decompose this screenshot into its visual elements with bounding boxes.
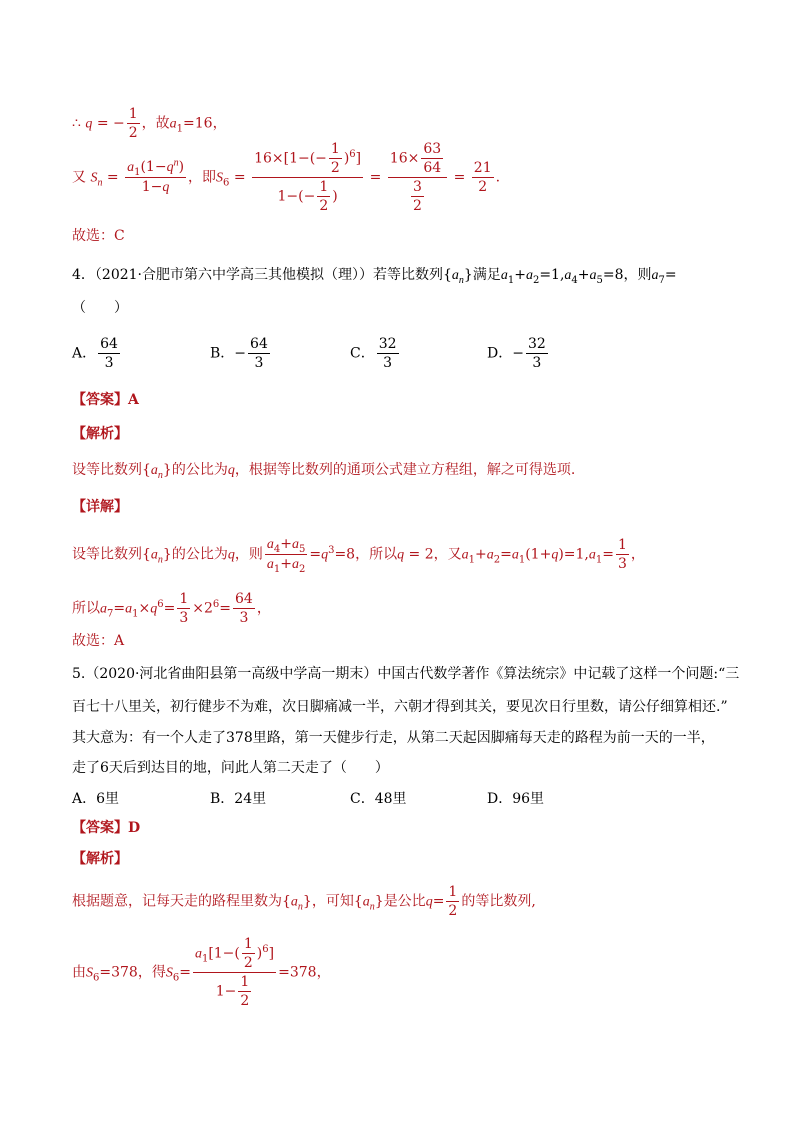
choose-line-q3: 故选：C xyxy=(72,228,125,244)
q5-option-c[interactable]: C．48里 xyxy=(350,791,407,807)
answer-label-q5: 【答案】D xyxy=(72,820,141,836)
analysis-label-q5: 【解析】 xyxy=(72,851,128,867)
answer-label-q4: 【答案】A xyxy=(72,392,139,408)
analysis-line1-q5: 根据题意，记每天走的路程里数为$\{a_n\}$，可知$\{a_n\}$是公比q= $\frac{1}{2}$ 的等比数列, xyxy=(72,884,536,919)
solution-line-sum: 又 $S_n$ = $\frac{a_1(1-q^n)}{1-q}$ ，即$S_6$ = 16×[1−(− $\frac{1}{2}$ )$^6$] 1−(− $\frac{1}{2}$ ) = 16× $\frac{63}{64}$ $\frac{3}{2}$ = $\frac{21}{2}$ . xyxy=(72,141,501,214)
detail-so-q4: 所以$a_7=a_1\times q^6=$ $\frac{1}{3}$ $\times 2^6=$ $\frac{64}{3}$ ， xyxy=(72,591,271,626)
question-4: 4．（2021·合肥市第六中学高三其他模拟（理））若等比数列$\{a_n\}$满足$a_1+a_2=1,a_4+a_5=8$，则$a_7=$ xyxy=(72,267,677,286)
option-d[interactable]: D．− $\frac{32}{3}$ xyxy=(487,336,546,371)
option-a[interactable]: A． $\frac{64}{3}$ xyxy=(72,336,118,371)
detail-label-q4: 【详解】 xyxy=(72,499,128,515)
option-c[interactable]: C． $\frac{32}{3}$ xyxy=(350,336,397,371)
analysis-text-q4: 设等比数列$\{a_n\}$的公比为q，根据等比数列的通项公式建立方程组，解之可得选项. xyxy=(72,462,576,481)
analysis-label-q4: 【解析】 xyxy=(72,426,128,442)
question-5-line2: 百七十八里关，初行健步不为难，次日脚痛减一半，六朝才得到其关，要见次日行里数，请公仔细算相还.” xyxy=(72,699,728,715)
q5-option-b[interactable]: B．24里 xyxy=(210,791,267,807)
q5-option-a[interactable]: A．6里 xyxy=(72,791,120,807)
question-5-line4: 走了6天后到达目的地，问此人第二天走了（ ） xyxy=(72,760,389,776)
question-5-line1: 5.（2020·河北省曲阳县第一高级中学高一期末）中国古代数学著作《算法统宗》中记载了这样一个问题:“三 xyxy=(72,666,740,682)
question-4-paren: （ ） xyxy=(72,300,128,316)
solution-line-q: ∴ q = − $\frac{1}{2}$ ，故$a_1=16$， xyxy=(72,106,227,141)
choose-line-q4: 故选：A xyxy=(72,633,125,649)
detail-text-q4: 设等比数列$\{a_n\}$的公比为q，则 $\frac{a_4+a_5}{a_1+a_2}$ $=q^3=8$，所以q = 2，又$a_1+a_2=a_1(1+q)=1,a_1=$ $\frac{1}{3}$ ， xyxy=(72,536,645,575)
analysis-line2-q5: 由$S_6=378$，得$S_6=$ $a_1[1-$( $\frac{1}{2}$ )$^6$] 1− $\frac{1}{2}$ =378， xyxy=(72,936,331,1009)
question-5-line3: 其大意为：有一个人走了378里路，第一天健步行走，从第二天起因脚痛每天走的路程为前一天的一半， xyxy=(72,730,715,746)
q5-option-d[interactable]: D．96里 xyxy=(487,791,545,807)
option-b[interactable]: B．− $\frac{64}{3}$ xyxy=(210,336,268,371)
